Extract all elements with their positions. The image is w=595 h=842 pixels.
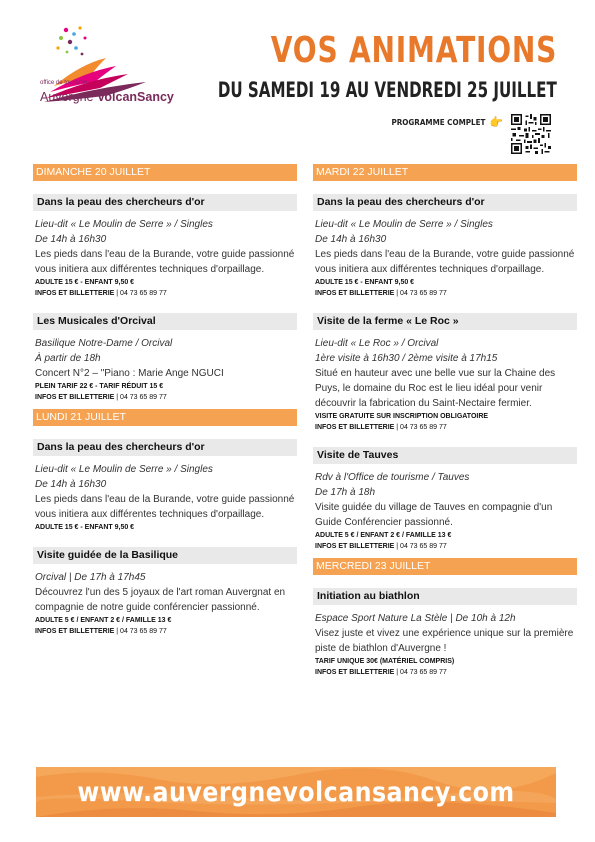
event-time: De 17h à 18h: [315, 487, 376, 498]
event-title: Les Musicales d'Orcival: [33, 313, 297, 330]
page-title: VOS ANIMATIONS: [270, 30, 557, 71]
event-card: [313, 194, 577, 299]
event-card: [33, 313, 297, 403]
page-subtitle: DU SAMEDI 19 AU VENDREDI 25 JUILLET: [218, 78, 557, 102]
event-title: Dans la peau des chercheurs d'or: [33, 439, 297, 456]
event-info-phone: | 04 73 65 89 77: [116, 290, 167, 297]
event-time: 1ère visite à 16h30 / 2ème visite à 17h15: [315, 353, 498, 364]
event-info-phone: | 04 73 65 89 77: [396, 669, 447, 676]
right-column: [313, 164, 577, 692]
event-info-label: INFOS ET BILLETTERIE: [315, 290, 395, 297]
event-title: Visite de Tauves: [313, 447, 577, 464]
event-time: De 14h à 16h30: [35, 479, 107, 490]
event-info: [313, 667, 577, 678]
event-title: Dans la peau des chercheurs d'or: [313, 194, 577, 211]
website-link[interactable]: www.auvergnevolcansancy.com: [77, 776, 515, 808]
event-description: Les pieds dans l'eau de la Burande, votre guide passionné vous initiera aux différentes techniques d'orpaillage.: [35, 494, 295, 520]
event-time: À partir de 18h: [35, 353, 101, 364]
event-info-phone: | 04 73 65 89 77: [396, 290, 447, 297]
event-location: Lieu-dit « Le Moulin de Serre » / Singles: [315, 219, 493, 230]
event-time: De 14h à 16h30: [315, 234, 387, 245]
event-info-label: INFOS ET BILLETTERIE: [315, 424, 395, 431]
event-info-label: INFOS ET BILLETTERIE: [35, 628, 115, 635]
event-info: [33, 288, 297, 299]
event-description: Visez juste et vivez une expérience unique sur la première piste de biathlon d'Auvergne !: [315, 628, 574, 654]
event-card: [33, 547, 297, 637]
event-description: Découvrez l'un des 5 joyaux de l'art roman Auvergnat en compagnie de notre guide conférencier passionné.: [35, 587, 286, 613]
event-location: Lieu-dit « Le Moulin de Serre » / Singles: [35, 464, 213, 475]
programme-label: PROGRAMME COMPLET: [391, 117, 486, 127]
footer-banner: [36, 767, 556, 817]
event-price: ADULTE 5 € / ENFANT 2 € / FAMILLE 13 €: [35, 617, 172, 624]
event-location: Lieu-dit « Le Roc » / Orcival: [315, 338, 439, 349]
event-title: Dans la peau des chercheurs d'or: [33, 194, 297, 211]
event-price: ADULTE 15 € - ENFANT 9,50 €: [35, 279, 135, 286]
logo-brand-region: Auvergne: [40, 90, 94, 104]
day-header: MERCREDI 23 JUILLET: [313, 558, 577, 575]
event-location: Basilique Notre-Dame / Orcival: [35, 338, 173, 349]
event-info-phone: | 04 73 65 89 77: [116, 628, 167, 635]
event-card: [313, 313, 577, 433]
event-description: Situé en hauteur avec une belle vue sur la Chaine des Puys, le domaine du Roc est le lieu idéal pour venir découvrir la fabrication du Saint-Nectaire fermier.: [315, 368, 556, 409]
event-description: Les pieds dans l'eau de la Burande, votre guide passionné vous initiera aux différentes techniques d'orpaillage.: [35, 249, 295, 275]
event-info-label: INFOS ET BILLETTERIE: [315, 543, 395, 550]
event-price: ADULTE 15 € - ENFANT 9,50 €: [35, 524, 135, 531]
event-price: PLEIN TARIF 22 € - TARIF RÉDUIT 15 €: [35, 383, 164, 390]
day-header: LUNDI 21 JUILLET: [33, 409, 297, 426]
event-info: [313, 422, 577, 433]
event-description: Les pieds dans l'eau de la Burande, votre guide passionné vous initiera aux différentes techniques d'orpaillage.: [315, 249, 575, 275]
event-info: [313, 541, 577, 552]
event-description: Concert N°2 – "Piano : Marie Ange NGUCI: [35, 368, 224, 379]
event-title: Initiation au biathlon: [313, 588, 577, 605]
event-location: Espace Sport Nature La Stèle | De 10h à 12h: [315, 613, 516, 624]
event-info-phone: | 04 73 65 89 77: [396, 543, 447, 550]
logo-tagline: office de tourisme: [40, 80, 88, 86]
event-info-label: INFOS ET BILLETTERIE: [35, 290, 115, 297]
qr-code-icon[interactable]: [511, 114, 551, 154]
day-header: DIMANCHE 20 JUILLET: [33, 164, 297, 181]
pointing-hand-icon: 👉: [489, 115, 503, 129]
event-description: Visite guidée du village de Tauves en compagnie d'un Guide Conférencier passionné.: [315, 502, 553, 528]
event-card: [33, 194, 297, 299]
event-title: Visite de la ferme « Le Roc »: [313, 313, 577, 330]
event-card: [33, 439, 297, 533]
day-header: MARDI 22 JUILLET: [313, 164, 577, 181]
logo-brand-name: VolcanSancy: [97, 90, 174, 104]
event-price: ADULTE 15 € - ENFANT 9,50 €: [315, 279, 415, 286]
event-info-label: INFOS ET BILLETTERIE: [35, 394, 115, 401]
event-info: [313, 288, 577, 299]
event-info: [33, 392, 297, 403]
event-location: Lieu-dit « Le Moulin de Serre » / Singles: [35, 219, 213, 230]
event-card: [313, 447, 577, 552]
event-location: Orcival | De 17h à 17h45: [35, 572, 146, 583]
event-price: ADULTE 5 € / ENFANT 2 € / FAMILLE 13 €: [315, 532, 452, 539]
event-card: [313, 588, 577, 678]
event-location: Rdv à l'Office de tourisme / Tauves: [315, 472, 470, 483]
event-time: De 14h à 16h30: [35, 234, 107, 245]
event-price: VISITE GRATUITE SUR INSCRIPTION OBLIGATOIRE: [315, 413, 489, 420]
left-column: [33, 164, 297, 651]
event-info-label: INFOS ET BILLETTERIE: [315, 669, 395, 676]
event-title: Visite guidée de la Basilique: [33, 547, 297, 564]
event-info: [33, 626, 297, 637]
event-info-phone: | 04 73 65 89 77: [396, 424, 447, 431]
event-info-phone: | 04 73 65 89 77: [116, 394, 167, 401]
logo-brand: [40, 90, 174, 104]
event-price: TARIF UNIQUE 30€ (MATÉRIEL COMPRIS): [315, 658, 455, 665]
programme-link[interactable]: [391, 115, 503, 129]
